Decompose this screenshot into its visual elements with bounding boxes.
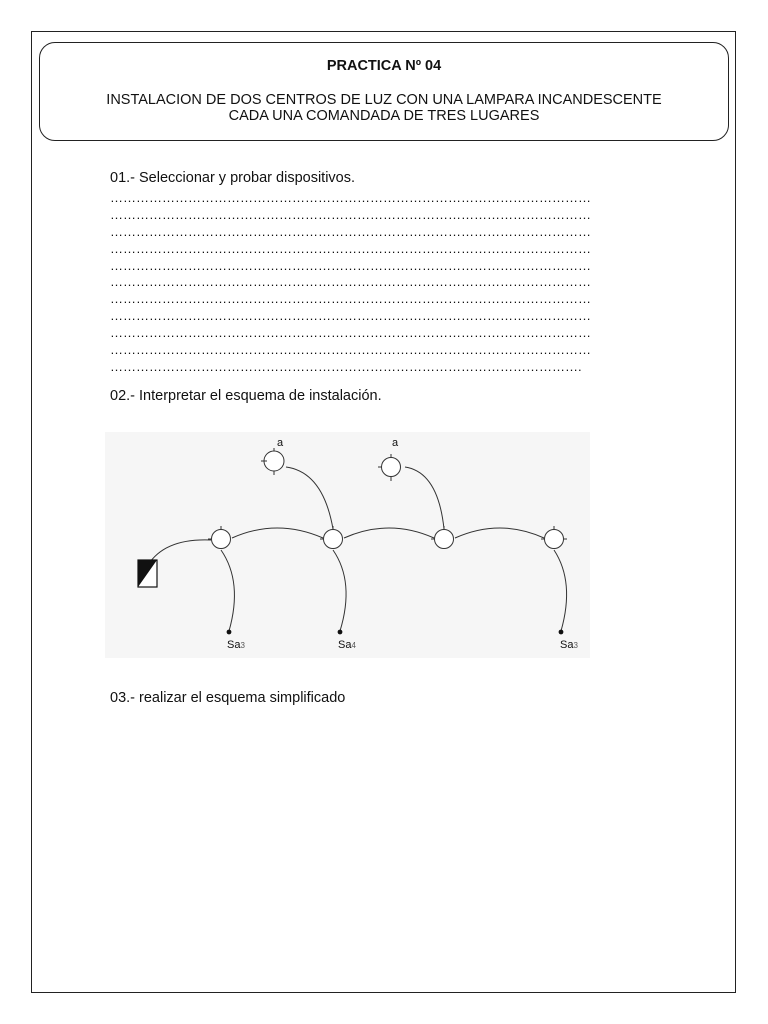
answer-line: ………………………………………………………………………………………………. [110,358,582,374]
answer-line: ………………………………………………………………………………………………… [110,291,591,307]
section-3-heading: 03.- realizar el esquema simplificado [110,690,346,706]
lamp-label-2: a [392,437,399,449]
header-box [39,42,729,141]
answer-line: ………………………………………………………………………………………………… [110,206,591,222]
page-title: PRACTICA Nº 04 [326,58,442,74]
diagram-background [105,432,590,658]
switch-label-1-sub: 3 [240,641,245,650]
answer-line: ………………………………………………………………………………………………… [110,274,591,290]
subtitle-line-1: INSTALACION DE DOS CENTROS DE LUZ CON UNA LAMPARA INCANDESCENTE [106,92,662,108]
answer-line: ………………………………………………………………………………………………… [110,240,591,256]
answer-line: ………………………………………………………………………………………………… [110,325,591,341]
junction-box-3 [435,530,454,549]
answer-lines [110,190,670,376]
switch-point-3 [559,630,564,635]
switch-point-1 [227,630,232,635]
switch-label-2-sub: 4 [351,641,356,650]
subtitle-line-2: CADA UNA COMANDADA DE TRES LUGARES [228,108,540,124]
switch-label-2 [338,639,356,651]
installation-diagram [105,432,590,658]
answer-line: ………………………………………………………………………………………………… [110,308,591,324]
junction-box-1 [212,530,231,549]
switch-label-3-sub: 3 [573,641,578,650]
section-1-heading: 01.- Seleccionar y probar dispositivos. [110,170,356,186]
junction-box-2 [324,530,343,549]
switch-label-1-text: Sa [227,639,241,651]
switch-label-1 [227,639,245,651]
answer-line: ………………………………………………………………………………………………… [110,257,591,273]
answer-line: ………………………………………………………………………………………………… [110,190,591,205]
switch-label-3 [560,639,578,651]
junction-box-4 [545,530,564,549]
lamp-2 [382,458,401,477]
switch-point-2 [338,630,343,635]
answer-line: ………………………………………………………………………………………………… [110,342,591,358]
switch-label-2-text: Sa [338,639,352,651]
page-subtitle [60,92,708,124]
section-2-heading: 02.- Interpretar el esquema de instalación. [110,388,382,404]
switch-label-3-text: Sa [560,639,574,651]
lamp-label-1: a [277,437,284,449]
installation-schematic [105,432,590,658]
answer-line: ………………………………………………………………………………………………… [110,223,591,239]
